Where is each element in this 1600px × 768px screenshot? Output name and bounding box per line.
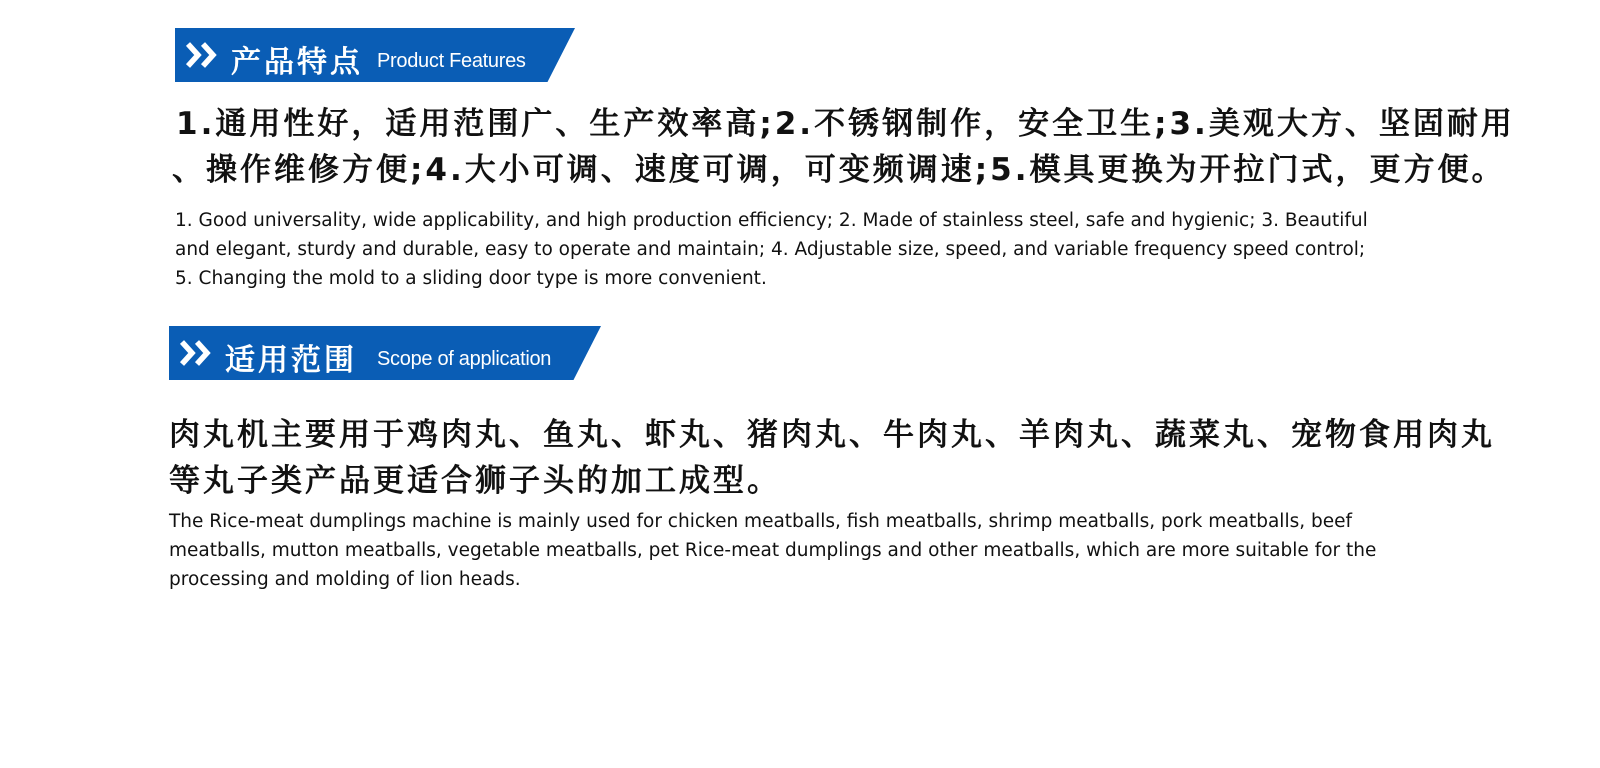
features-body-cn-line1: 1.通用性好，适用范围广、生产效率高;2.不锈钢制作，安全卫生;3.美观大方、坚固耐用 xyxy=(176,106,1515,142)
application-body-en-line3: processing and molding of lion heads. xyxy=(169,569,521,590)
application-title-cn: 适用范围 xyxy=(225,343,357,378)
features-body-en-line1: 1. Good universality, wide applicability, and high production efficiency; 2. Made of stainless steel, safe and hygienic; 3. Beautiful xyxy=(175,210,1368,231)
application-body-cn-line1: 肉丸机主要用于鸡肉丸、鱼丸、虾丸、猪肉丸、牛肉丸、羊肉丸、蔬菜丸、宠物食用肉丸 xyxy=(169,417,1495,453)
features-body-en-line2: and elegant, sturdy and durable, easy to operate and maintain; 4. Adjustable size, speed, and variable frequency speed control; xyxy=(175,239,1366,260)
application-body-cn-line2: 等丸子类产品更适合狮子头的加工成型。 xyxy=(169,463,781,499)
features-title-cn: 产品特点 xyxy=(231,45,363,80)
features-body-en-line3: 5. Changing the mold to a sliding door type is more convenient. xyxy=(175,268,767,289)
features-header xyxy=(175,28,575,82)
application-body-en-line1: The Rice-meat dumplings machine is mainly used for chicken meatballs, fish meatballs, shrimp meatballs, pork meatballs, beef xyxy=(169,511,1352,532)
application-body-en-line2: meatballs, mutton meatballs, vegetable meatballs, pet Rice-meat dumplings and other meatballs, which are more suitable for the xyxy=(169,540,1377,561)
double-chevron-right-icon xyxy=(179,338,215,368)
application-title-en: Scope of application xyxy=(377,348,552,370)
features-body-cn-line2: 、操作维修方便;4.大小可调、速度可调，可变频调速;5.模具更换为开拉门式，更方便。 xyxy=(172,152,1506,188)
application-header xyxy=(169,326,601,380)
features-title-en: Product Features xyxy=(377,50,526,72)
double-chevron-right-icon xyxy=(185,40,221,70)
